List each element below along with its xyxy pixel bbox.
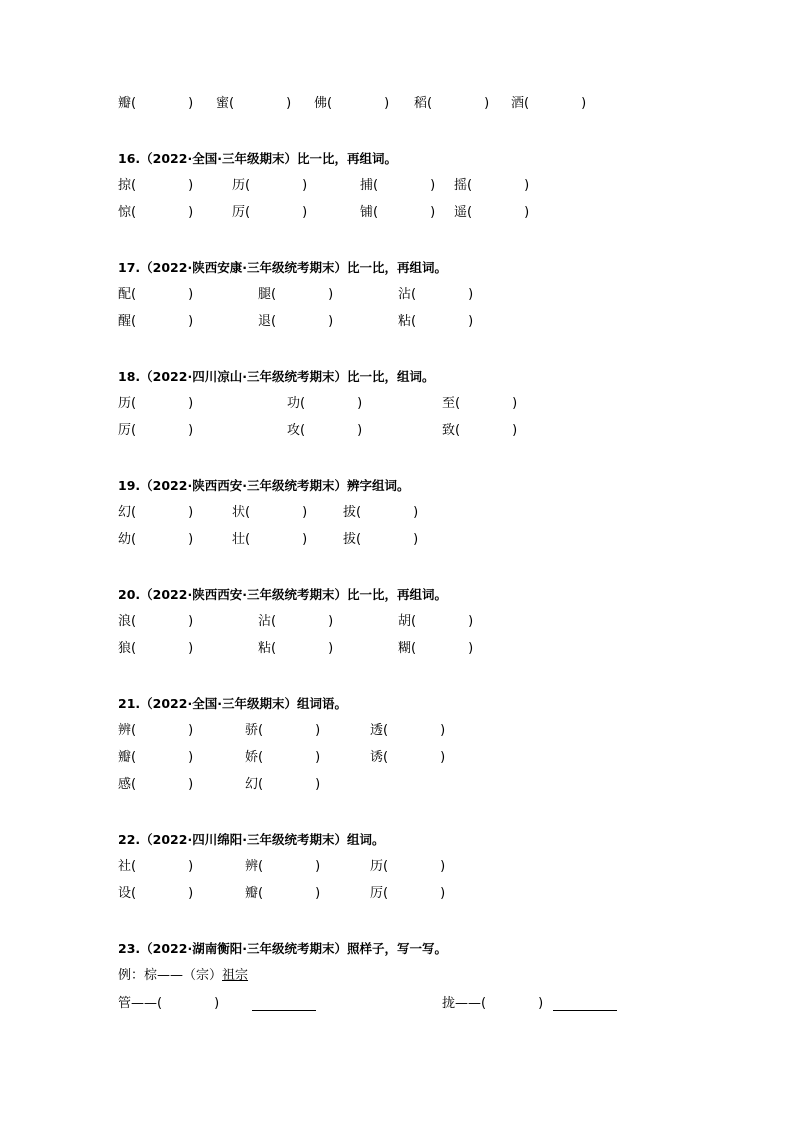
word-item: 粘( ) <box>398 314 474 329</box>
word-item: 惊( ) <box>118 205 194 220</box>
question-21-heading: 21.（2022·全国·三年级期末）组词语。 <box>118 696 347 711</box>
word-item: 退( ) <box>258 314 334 329</box>
word-item: 掠( ) <box>118 178 194 193</box>
word-item: 社( ) <box>118 859 194 874</box>
word-item: 辨( ) <box>245 859 321 874</box>
word-item: 幻( ) <box>245 777 321 792</box>
word-item: 蜜( ) <box>216 96 292 111</box>
word-item: 沾( ) <box>398 287 474 302</box>
word-item: 酒( ) <box>511 96 587 111</box>
word-item: 历( ) <box>232 178 308 193</box>
word-item: 历( ) <box>370 859 446 874</box>
word-item: 腿( ) <box>258 287 334 302</box>
word-item: 浪( ) <box>118 614 194 629</box>
word-item: 壮( ) <box>232 532 308 547</box>
word-item: 辨( ) <box>118 723 194 738</box>
question-16-heading: 16.（2022·全国·三年级期末）比一比，再组词。 <box>118 151 397 166</box>
question-17-heading: 17.（2022·陕西安康·三年级统考期末）比一比，再组词。 <box>118 260 447 275</box>
word-item: 粘( ) <box>258 641 334 656</box>
word-item: 致( ) <box>442 423 518 438</box>
word-item: 捕( ) <box>360 178 436 193</box>
example-word: 祖宗 <box>222 968 249 983</box>
word-item: 历( ) <box>118 396 194 411</box>
example-prefix: 例：棕——（宗） <box>118 968 223 983</box>
word-item: 娇( ) <box>245 750 321 765</box>
word-item: 糊( ) <box>398 641 474 656</box>
word-item: 幻( ) <box>118 505 194 520</box>
word-item: 功( ) <box>287 396 363 411</box>
word-item: 拔( ) <box>343 505 419 520</box>
example-row <box>118 966 248 986</box>
question-22-heading: 22.（2022·四川绵阳·三年级统考期末）组词。 <box>118 832 385 847</box>
word-item: 拢——( ) <box>442 996 544 1011</box>
word-item: 厉( ) <box>118 423 194 438</box>
question-18-heading: 18.（2022·四川凉山·三年级统考期末）比一比，组词。 <box>118 369 435 384</box>
question-20-heading: 20.（2022·陕西西安·三年级统考期末）比一比，再组词。 <box>118 587 447 602</box>
word-item: 稻( ) <box>414 96 490 111</box>
question-19-heading: 19.（2022·陕西西安·三年级统考期末）辨字组词。 <box>118 478 410 493</box>
word-item: 瓣( ) <box>118 96 194 111</box>
word-item: 胡( ) <box>398 614 474 629</box>
word-item: 状( ) <box>232 505 308 520</box>
word-item: 遥( ) <box>454 205 530 220</box>
word-item: 幼( ) <box>118 532 194 547</box>
word-item: 感( ) <box>118 777 194 792</box>
answer-blank[interactable] <box>553 994 617 1011</box>
word-item: 拔( ) <box>343 532 419 547</box>
word-item: 瓣( ) <box>118 750 194 765</box>
word-item: 设( ) <box>118 886 194 901</box>
word-item: 铺( ) <box>360 205 436 220</box>
word-item: 沾( ) <box>258 614 334 629</box>
word-item: 至( ) <box>442 396 518 411</box>
question-23-heading: 23.（2022·湖南衡阳·三年级统考期末）照样子，写一写。 <box>118 941 447 956</box>
answer-blank[interactable] <box>252 994 316 1011</box>
word-item: 摇( ) <box>454 178 530 193</box>
word-item: 狼( ) <box>118 641 194 656</box>
word-item: 攻( ) <box>287 423 363 438</box>
word-item: 管——( ) <box>118 996 220 1011</box>
word-item: 骄( ) <box>245 723 321 738</box>
word-item: 配( ) <box>118 287 194 302</box>
word-item: 醒( ) <box>118 314 194 329</box>
word-item: 透( ) <box>370 723 446 738</box>
word-item: 厉( ) <box>232 205 308 220</box>
word-item: 瓣( ) <box>245 886 321 901</box>
word-item: 佛( ) <box>314 96 390 111</box>
word-item: 诱( ) <box>370 750 446 765</box>
word-item: 厉( ) <box>370 886 446 901</box>
